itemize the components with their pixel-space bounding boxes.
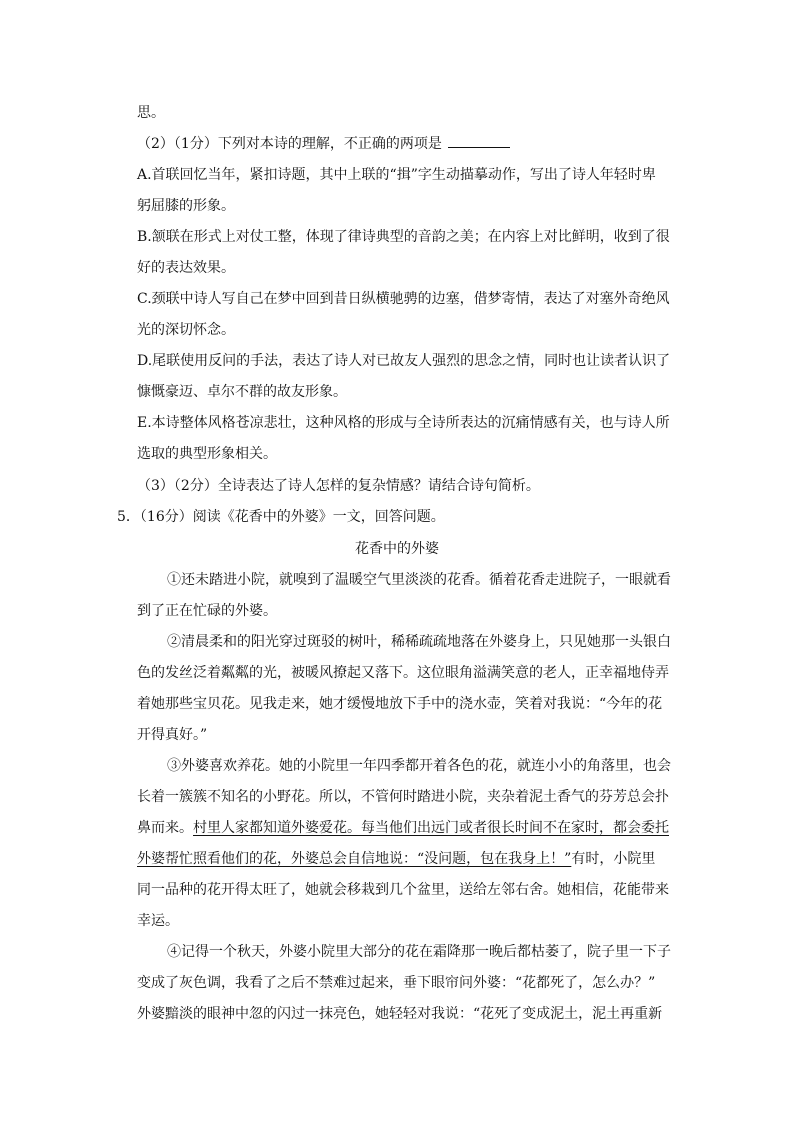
question-5: 5．（16分）阅读《花香中的外婆》一文，回答问题。: [117, 509, 445, 525]
underlined-sentence: 村里人家都知道外婆爱花。每当他们出远门或者很长时间不在家时，都会委托: [193, 820, 669, 836]
option-c-line-2: 光的深切怀念。: [137, 322, 235, 338]
option-d-line-2: 慷慨豪迈、卓尔不群的故友形象。: [137, 384, 347, 400]
question-4-2: [137, 135, 510, 153]
paragraph-2-line: ②清晨柔和的阳光穿过斑驳的树叶，稀稀疏疏地落在外婆身上，只见她那一头银白: [167, 634, 671, 650]
paragraph-1-line: 到了正在忙碌的外婆。: [137, 603, 277, 619]
paragraph-3-line: 长着一簇簇不知名的小野花。所以，不管何时踏进小院，夹杂着泥土香气的芬芳总会扑: [137, 789, 669, 805]
option-e-line-2: 选取的典型形象相关。: [137, 446, 277, 462]
plain-text: 有时，小院里: [571, 851, 656, 867]
paragraph-4-line: 变成了灰色调，我看了之后不禁难过起来，垂下眼帘问外婆：“花都死了，怎么办？”: [137, 975, 656, 991]
paragraph-3-line: [137, 819, 669, 837]
question-4-3: （3）（2分）全诗表达了诗人怎样的复杂情感？请结合诗句简析。: [137, 478, 540, 494]
option-b-line-2: 好的表达效果。: [137, 260, 235, 276]
plain-text: 鼻而来。: [137, 820, 193, 836]
question-text: （2）（1分）下列对本诗的理解，不正确的两项是: [137, 136, 442, 152]
article-title: 花香中的外婆: [355, 541, 439, 557]
paragraph-2-line: 色的发丝泛着粼粼的光，被暖风撩起又落下。这位眼角溢满笑意的老人，正幸福地侍弄: [137, 665, 669, 681]
text-line: 思。: [137, 105, 165, 121]
paragraph-4-line: 外婆黯淡的眼神中忽的闪过一抹亮色，她轻轻对我说：“花死了变成泥土，泥土再重新: [137, 1006, 663, 1022]
paragraph-3-line: 幸运。: [137, 913, 179, 929]
paragraph-2-line: 着她那些宝贝花。见我走来，她才缓慢地放下手中的浇水壶，笑着对我说：“今年的花: [137, 696, 663, 712]
paragraph-1-line: ①还未踏进小院，就嗅到了温暖空气里淡淡的花香。循着花香走进院子，一眼就看: [167, 572, 671, 588]
paragraph-4-line: ④记得一个秋天，外婆小院里大部分的花在霜降那一晚后都枯萎了，院子里一下子: [167, 944, 671, 960]
option-b-line-1: B.颔联在形式上对仗工整，体现了律诗典型的音韵之美；在内容上对比鲜明，收到了很: [137, 229, 670, 245]
paragraph-3-line: ③外婆喜欢养花。她的小院里一年四季都开着各色的花，就连小小的角落里，也会: [167, 758, 671, 774]
option-a-line-1: A.首联回忆当年，紧扣诗题，其中上联的“揖”字生动描摹动作，写出了诗人年轻时卑: [137, 167, 656, 183]
answer-blank: [448, 135, 510, 148]
paragraph-2-line: 开得真好。”: [137, 727, 208, 743]
option-e-line-1: E.本诗整体风格苍凉悲壮，这种风格的形成与全诗所表达的沉痛情感有关，也与诗人所: [137, 415, 670, 431]
underlined-sentence: 外婆帮忙照看他们的花，外婆总会自信地说：“没问题，包在我身上！”: [137, 851, 572, 867]
option-d-line-1: D.尾联使用反问的手法，表达了诗人对已故友人强烈的思念之情，同时也让读者认识了: [137, 353, 671, 369]
option-c-line-1: C.颈联中诗人写自己在梦中回到昔日纵横驰骋的边塞，借梦寄情，表达了对塞外奇绝风: [137, 291, 670, 307]
paragraph-3-line: 同一品种的花开得太旺了，她就会移栽到几个盆里，送给左邻右舍。她相信，花能带来: [137, 882, 669, 898]
option-a-line-2: 躬屈膝的形象。: [137, 198, 235, 214]
paragraph-3-line: [137, 850, 655, 868]
